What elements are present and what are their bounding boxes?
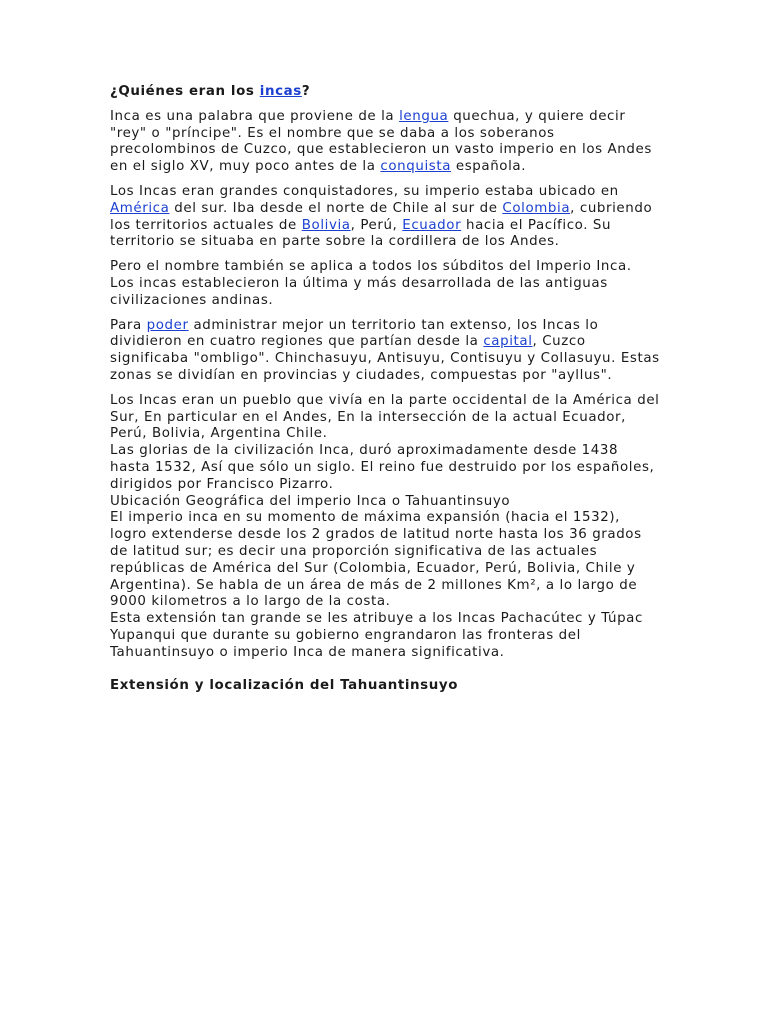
paragraph-block-history [110,393,660,662]
text-segment: administrar mejor un territorio tan extenso, los Incas lo dividieron en cuatro regiones que partían desde la [110,317,599,350]
text-line-ubicacion: Ubicación Geográfica del imperio Inca o Tahuantinsuyo [110,493,511,509]
paragraph-subditos [110,259,660,309]
link-ecuador[interactable]: Ecuador [402,217,462,233]
text-segment: , Perú, [350,217,403,233]
text-segment: Los Incas eran grandes conquistadores, su imperio estaba ubicado en [110,183,619,199]
link-conquista[interactable]: conquista [380,159,452,175]
section-heading: Extensión y localización del Tahuantinsuyo [110,677,458,693]
link-colombia[interactable]: Colombia [502,200,571,216]
link-america[interactable]: América [110,200,170,216]
link-bolivia[interactable]: Bolivia [301,217,351,233]
text-line-glorias: Las glorias de la civilización Inca, duró aproximadamente desde 1438 hasta 1532, Así que sólo un siglo. El reino fue destruido por los españoles, dirigidos por Francisco Pizarro. [110,443,655,492]
text-segment: española. [451,159,527,175]
paragraph-inca-definition [110,109,660,176]
title-text-before: ¿Quiénes eran los [110,84,260,99]
text-segment: , cubriendo los territorios actuales de [110,200,653,233]
link-incas[interactable]: incas [259,84,302,99]
text-segment: del sur. Iba desde el norte de Chile al sur de [169,200,503,216]
paragraph-conquistadores [110,184,660,251]
document-page [110,84,660,694]
text-segment: , Cuzco significaba "ombligo". Chinchasuyu, Antisuyu, Contisuyu y Collasuyu. Estas zonas se dividían en provincias y ciudades, compuestas por "ayllus". [110,334,660,383]
text-line-extension: Esta extensión tan grande se les atribuye a los Incas Pachacútec y Túpac Yupanqui que durante su gobierno engrandaron las fronteras del Tahuantinsuyo o imperio Inca de manera significativa. [110,611,643,660]
text-segment: hacia el Pacífico. Su territorio se situaba en parte sobre la cordillera de los Andes. [110,217,612,250]
text-segment: quechua, y quiere decir "rey" o "príncipe". Es el nombre que se daba a los soberanos precolombinos de Cuzco, que establecieron un vasto imperio en los Andes en el siglo XV, muy poco antes de la [110,108,652,175]
link-poder[interactable]: poder [146,317,189,333]
text-segment: Inca es una palabra que proviene de la [110,108,400,124]
title-text-after: ? [301,84,311,99]
text-segment: Para [110,317,147,333]
link-capital[interactable]: capital [483,334,533,350]
text-segment: Pero el nombre también se aplica a todos los súbditos del Imperio Inca. Los incas establecieron la última y más desarrollada de las antiguas civilizaciones andinas. [110,259,632,308]
link-lengua[interactable]: lengua [399,108,449,124]
page-title [110,84,660,101]
text-line-pueblo: Los Incas eran un pueblo que vivía en la parte occidental de la América del Sur, En particular en el Andes, En la intersección de la actual Ecuador, Perú, Bolivia, Argentina Chile. [110,392,660,442]
text-line-expansion: El imperio inca en su momento de máxima expansión (hacia el 1532), logro extenderse desde los 2 grados de latitud norte hasta los 36 grados de latitud sur; es decir una proporción significativa de las actuales repúblicas de América del Sur (Colombia, Ecuador, Perú, Bolivia, Chile y Argentina). Se habla de un área de más de 2 millones Km², a lo largo de 9000 kilometros a lo largo de la costa. [110,510,642,610]
paragraph-regiones [110,318,660,385]
